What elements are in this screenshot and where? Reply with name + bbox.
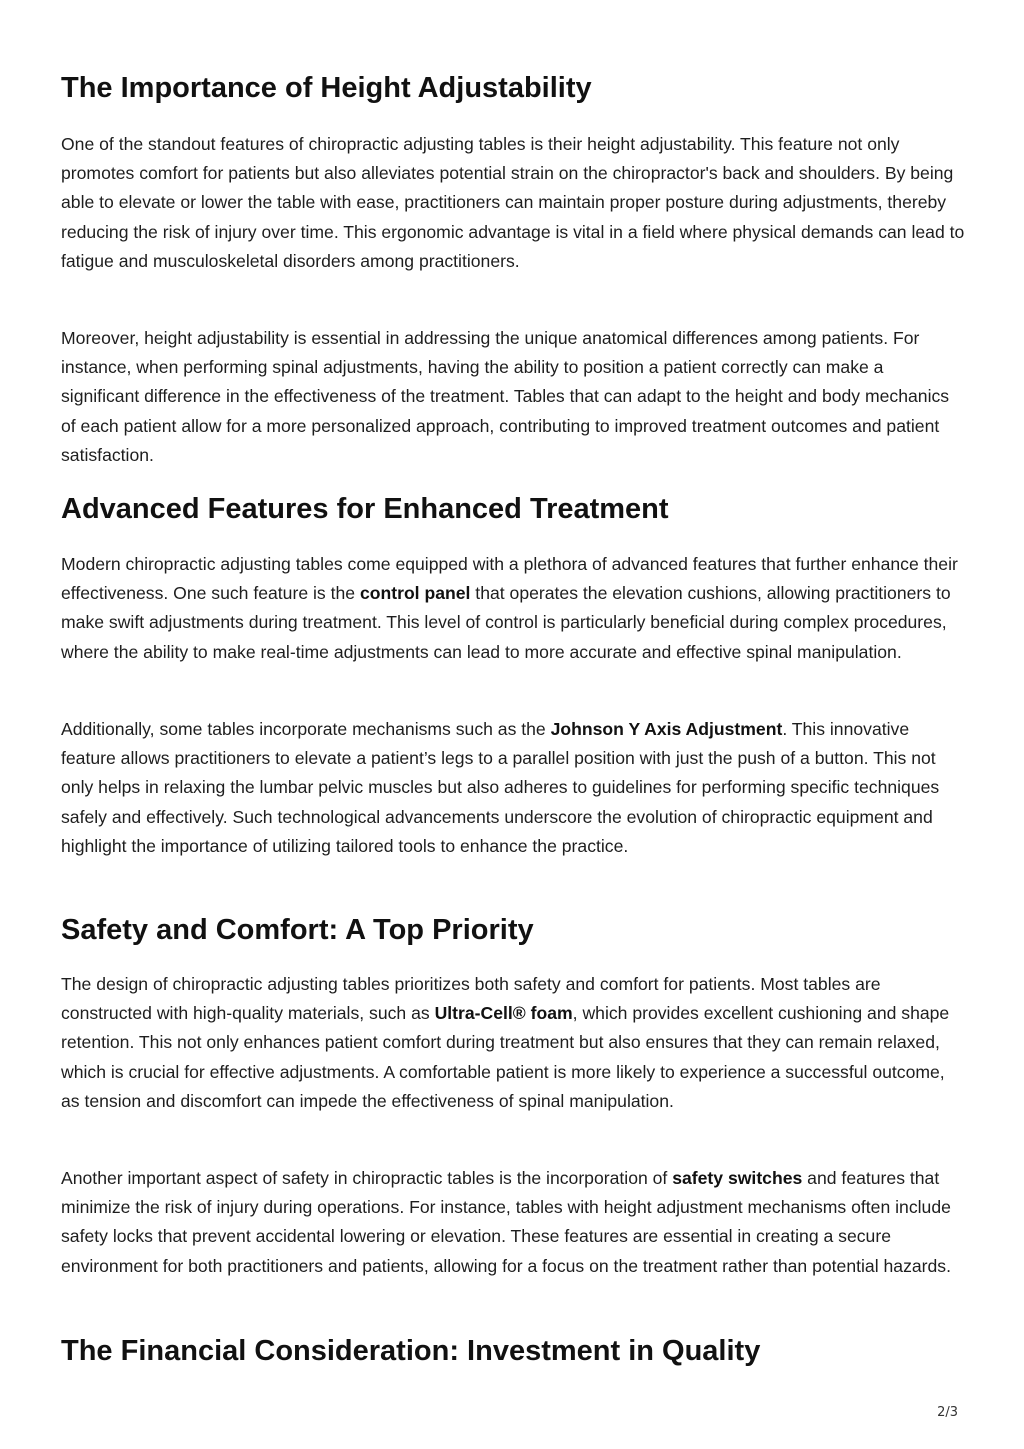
paragraph-advanced-features-2: Additionally, some tables incorporate mechanisms such as the Johnson Y Axis Adjustment. This innovative feature allows practitioners to elevate a patient’s legs to a parallel position with just the push of a button. This not only helps in relaxing the lumbar pelvic muscles but also adheres to guidelines for performing specific techniques safely and effectively. Such technological advancements underscore the evolution of chiropractic equipment and highlight the importance of utilizing tailored tools to enhance the practice. <box>61 719 940 856</box>
bold-term-safety-switches: safety switches <box>672 1168 803 1188</box>
page-number: 2/3 <box>937 1405 958 1420</box>
paragraph-height-adjustability-2: Moreover, height adjustability is essential in addressing the unique anatomical differences among patients. For instance, when performing spinal adjustments, having the ability to position a patient correctly can make a significant difference in the effectiveness of the treatment. Tables that can adapt to the height and body mechanics of each patient allow for a more personalized approach, contributing to improved treatment outcomes and patient satisfaction. <box>61 328 950 465</box>
section-heading-height-adjustability: The Importance of Height Adjustability <box>61 72 592 104</box>
section-heading-financial-consideration: The Financial Consideration: Investment in Quality <box>61 1335 761 1367</box>
paragraph-height-adjustability-1: One of the standout features of chiropractic adjusting tables is their height adjustability. This feature not only promotes comfort for patients but also alleviates potential strain on the chiropractor's back and shoulders. By being able to elevate or lower the table with ease, practitioners can maintain proper posture during adjustments, thereby reducing the risk of injury over time. This ergonomic advantage is vital in a field where physical demands can lead to fatigue and musculoskeletal disorders among practitioners. <box>61 134 965 271</box>
paragraph-safety-comfort-2: Another important aspect of safety in chiropractic tables is the incorporation of safety switches and features that minimize the risk of injury during operations. For instance, tables with height adjustment mechanisms often include safety locks that prevent accidental lowering or elevation. These features are essential in creating a secure environment for both practitioners and patients, allowing for a focus on the treatment rather than potential hazards. <box>61 1168 951 1276</box>
bold-term-control-panel: control panel <box>359 583 471 604</box>
bold-term-ultra-cell-foam: Ultra-Cell® foam <box>434 1003 573 1024</box>
paragraph-advanced-features-1: Modern chiropractic adjusting tables come equipped with a plethora of advanced features that further enhance their effectiveness. One such feature is the control panel that operates the elevation cushions, allowing practitioners to make swift adjustments during treatment. This level of control is particularly beneficial during complex procedures, where the ability to make real-time adjustments can lead to more accurate and effective spinal manipulation. <box>61 554 958 662</box>
paragraph-safety-comfort-1: The design of chiropractic adjusting tables prioritizes both safety and comfort for patients. Most tables are constructed with high-quality materials, such as Ultra-Cell® foam, which provides excellent cushioning and shape retention. This not only enhances patient comfort during treatment but also ensures that they can remain relaxed, which is crucial for effective adjustments. A comfortable patient is more likely to experience a successful outcome, as tension and discomfort can impede the effectiveness of spinal manipulation. <box>61 974 950 1111</box>
bold-term-johnson-y-axis: Johnson Y Axis Adjustment <box>550 719 783 739</box>
section-heading-safety-comfort: Safety and Comfort: A Top Priority <box>61 914 534 946</box>
section-heading-advanced-features: Advanced Features for Enhanced Treatment <box>61 493 669 525</box>
